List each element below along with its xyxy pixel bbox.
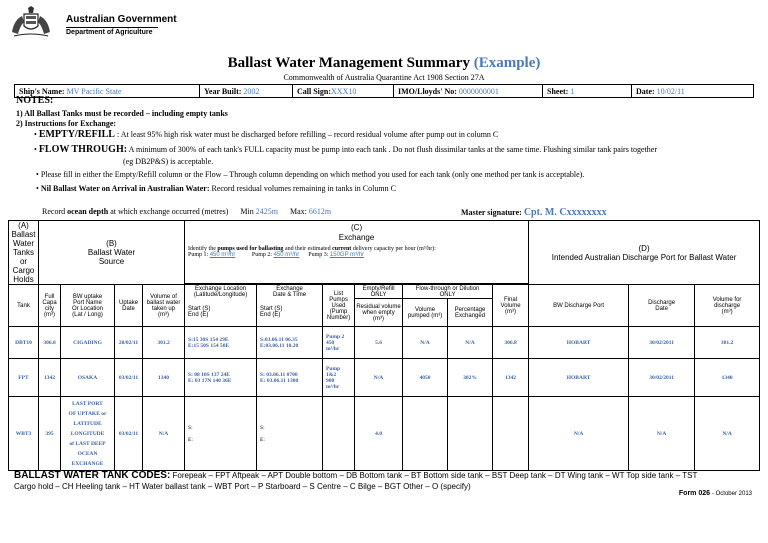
col-datetime-start-end: Start (S) End (E) bbox=[257, 299, 323, 327]
row2-residual: N/A bbox=[355, 359, 403, 397]
row1-final: 306.8 bbox=[493, 327, 529, 359]
col-exchange-location: Exchange Location (Latitude/Longitude) bbox=[185, 285, 257, 299]
pumps-values bbox=[188, 252, 525, 258]
coat-of-arms-logo bbox=[8, 6, 54, 40]
col-tank: Tank bbox=[9, 285, 39, 327]
signature-value: Cpt. M. Cxxxxxxxx bbox=[523, 207, 607, 218]
pump3-label: Pump 3: bbox=[308, 252, 329, 258]
section-d-header: (D) Intended Australian Discharge Port for Ballast Water bbox=[529, 221, 760, 285]
title-example: (Example) bbox=[473, 55, 541, 71]
col-volume-taken: Volume of ballast water taken up (m³) bbox=[143, 285, 185, 327]
imo-value: 0000000001 bbox=[458, 86, 499, 96]
record-text-bold: ocean depth bbox=[67, 207, 109, 216]
row2-full: 1342 bbox=[39, 359, 61, 397]
row3-discharge-date: N/A bbox=[629, 397, 695, 471]
col-discharge-port: BW Discharge Port bbox=[529, 285, 629, 327]
row2-datetime: S: 03.06.11 0700 E: 03.06.11 1300 bbox=[257, 359, 323, 397]
row2-uptake-date: 03/02/11 bbox=[115, 359, 143, 397]
nil-ballast-text: Record residual volumes remaining in tanks in Column C bbox=[211, 184, 396, 193]
ocean-depth-record bbox=[42, 207, 331, 216]
header-rule bbox=[66, 27, 158, 28]
pumps-line-bold2: current bbox=[332, 246, 352, 252]
sheet-value: 1 bbox=[570, 86, 575, 96]
call-sign-label: Call Sign: bbox=[297, 86, 332, 96]
row1-pumps: Pump 2 450 m³/hr bbox=[323, 327, 355, 359]
row1-discharge-volume: 301.2 bbox=[695, 327, 760, 359]
table-row bbox=[9, 397, 760, 471]
notes-heading: NOTES: bbox=[16, 95, 54, 106]
year-built-cell bbox=[200, 85, 293, 98]
col-exchange-datetime: Exchange Date & Time bbox=[257, 285, 323, 299]
section-c-title: Exchange bbox=[338, 233, 375, 242]
col-uptake-port: BW uptake Port Name Or Location (Lat / Long) bbox=[61, 285, 115, 327]
section-a-header: (A) Ballast Water Tanks or Cargo Holds bbox=[9, 221, 39, 285]
group-empty-refill: Empty/Refill ONLY bbox=[355, 285, 403, 299]
row3-datetime: S: E: bbox=[257, 397, 323, 471]
col-final-volume: Final Volume (m³) bbox=[493, 285, 529, 327]
pumps-line-mid: and their estimated bbox=[283, 246, 333, 252]
pump2-label: Pump 2: bbox=[251, 252, 273, 258]
row3-uptake-date: 03/02/11 bbox=[115, 397, 143, 471]
section-c-header bbox=[185, 221, 529, 284]
row1-volume: 301.2 bbox=[143, 327, 185, 359]
table-row bbox=[9, 327, 760, 359]
max-label: Max: bbox=[289, 207, 307, 216]
row3-pumps bbox=[323, 397, 355, 471]
row3-location: S: E: bbox=[185, 397, 257, 471]
year-built-value: 2002 bbox=[243, 86, 260, 96]
record-text-pre: Record bbox=[42, 207, 68, 216]
row1-residual: 5.6 bbox=[355, 327, 403, 359]
col-location-start-end: Start (S) End (E) bbox=[185, 299, 257, 327]
group-flow-through: Flow-through or Dilution ONLY bbox=[403, 285, 493, 299]
flow-through-text-2: (eg DB2P&S) is acceptable. bbox=[123, 157, 214, 166]
row2-discharge-date: 30/02/2011 bbox=[629, 359, 695, 397]
row2-discharge-volume: 1340 bbox=[695, 359, 760, 397]
row1-vol-pumped: N/A bbox=[403, 327, 448, 359]
form-date: - October 2013 bbox=[711, 491, 752, 497]
col-discharge-volume: Volume for discharge (m³) bbox=[695, 285, 760, 327]
form-number bbox=[679, 490, 752, 497]
pump1-value: 450 m³/hr bbox=[209, 252, 236, 258]
nil-ballast-title: Nil Ballast Water on Arrival in Australian Water: bbox=[40, 184, 210, 193]
row1-location: S:15 30S 154 29E E:15 50S 154 50E bbox=[185, 327, 257, 359]
pump2-value: 450 m³/hr bbox=[273, 252, 300, 258]
pump1-label: Pump 1: bbox=[188, 252, 209, 258]
col-percentage-exchanged: Percentage Exchanged bbox=[448, 299, 493, 327]
row2-vol-pumped: 4050 bbox=[403, 359, 448, 397]
note-fill-in: • Please fill in either the Empty/Refill column or the Flow – Through column depending on which method you used for each tank (only one method per tank is acceptable). bbox=[36, 170, 585, 179]
year-built-label: Year Built: bbox=[204, 86, 242, 96]
row2-location: S: 08 10S 137 24E E: 03 17N 140 36E bbox=[185, 359, 257, 397]
row2-final: 1342 bbox=[493, 359, 529, 397]
record-text-post: at which exchange occurred (metres) bbox=[108, 207, 229, 216]
ship-name-label: Ship's Name: bbox=[19, 86, 65, 96]
row2-discharge-port: HOBART bbox=[529, 359, 629, 397]
row3-tank: WBT3 bbox=[9, 397, 39, 471]
col-pumps-used: List Pumps Used (Pump Number) bbox=[323, 285, 355, 327]
row1-discharge-port: HOBART bbox=[529, 327, 629, 359]
row3-pct bbox=[448, 397, 493, 471]
min-label: Min bbox=[240, 207, 254, 216]
row3-volume: N/A bbox=[143, 397, 185, 471]
table-row bbox=[9, 359, 760, 397]
pump3-value: 150GP m³/hr bbox=[329, 252, 365, 258]
ship-info-table bbox=[14, 84, 754, 98]
master-signature bbox=[461, 207, 607, 218]
flow-through-text: A minimum of 300% of each tank's FULL capacity must be pump into each tank . Do not flush dissimilar tanks at the same time. Flushing similar tank pairs together bbox=[128, 145, 658, 154]
min-depth-value: 2425m bbox=[255, 207, 278, 216]
signature-label: Master signature: bbox=[461, 208, 522, 217]
row3-residual: 4.0 bbox=[355, 397, 403, 471]
flow-through-title: FLOW THROUGH: bbox=[38, 144, 128, 155]
row2-pumps: Pump 1&2 900 m³/hr bbox=[323, 359, 355, 397]
sheet-cell bbox=[543, 85, 632, 98]
page-title bbox=[0, 55, 768, 72]
note-flow-through: • FLOW THROUGH: A minimum of 300% of each tank's FULL capacity must be pump into each tank . Do not flush dissimilar tanks at the same time. Flushing similar tank pairs together bbox=[34, 144, 658, 155]
department-name: Department of Agriculture bbox=[66, 29, 153, 36]
col-residual-volume: Residual volume when empty (m³) bbox=[355, 299, 403, 327]
form-label: Form 026 bbox=[678, 490, 711, 497]
note-2: 2) Instructions for Exchange: bbox=[16, 119, 117, 128]
note-empty-refill: • EMPTY/REFILL : At least 95% high risk water must be discharged before refilling – record residual volume after pump out in column C bbox=[34, 129, 499, 140]
date-cell bbox=[632, 85, 754, 98]
call-sign-value: XXX10 bbox=[331, 86, 357, 96]
row2-tank: FPT bbox=[9, 359, 39, 397]
row2-volume: 1340 bbox=[143, 359, 185, 397]
tank-codes-line1: Forepeak – FPT Aftpeak – APT Double bottom – DB Bottom tank – BT Bottom side tank – BST Deep tank – DT Wing tank – WT Top side tank – TST bbox=[172, 471, 698, 480]
row1-datetime: S:03.06.11 06.35 E:03.06.11 10.20 bbox=[257, 327, 323, 359]
ballast-water-table bbox=[8, 220, 760, 471]
pumps-line-pre: Identify the bbox=[188, 246, 218, 252]
note-nil-ballast: • Nil Ballast Water on Arrival in Australian Water: Record residual volumes remaining in tanks in Column C bbox=[36, 184, 396, 193]
pumps-line-bold: pumps used for ballasting bbox=[217, 246, 284, 252]
col-uptake-date: Uptake Date bbox=[115, 285, 143, 327]
row1-discharge-date: 30/02/2011 bbox=[629, 327, 695, 359]
date-value: 10/02/11 bbox=[656, 86, 685, 96]
sheet-label: Sheet: bbox=[547, 86, 569, 96]
max-depth-value: 6612m bbox=[308, 207, 332, 216]
tank-codes-legend bbox=[14, 470, 759, 492]
tank-codes-line2: Cargo hold – CH Heeling tank – HT Water ballast tank – WBT Port – P Starboard – S Centre – C Bilge – BGT Other – O (specify) bbox=[14, 482, 471, 491]
col-full-capacity: Full Capa city (m³) bbox=[39, 285, 61, 327]
row2-port: OSAKA bbox=[61, 359, 115, 397]
section-c-label: (C) bbox=[351, 223, 363, 232]
row3-discharge-port: N/A bbox=[529, 397, 629, 471]
row3-port: LAST PORT OF UPTAKE or LATITUDE LONGITUDE of LAST DEEP OCEAN EXCHANGE bbox=[61, 397, 115, 471]
row3-final bbox=[493, 397, 529, 471]
empty-refill-title: EMPTY/REFILL bbox=[38, 129, 115, 140]
row1-pct: N/A bbox=[448, 327, 493, 359]
imo-label: IMO/Lloyds' No: bbox=[398, 86, 457, 96]
row1-uptake-date: 20/02/11 bbox=[115, 327, 143, 359]
row3-full: 395 bbox=[39, 397, 61, 471]
tank-codes-title: BALLAST WATER TANK CODES: bbox=[14, 470, 171, 481]
date-label: Date: bbox=[636, 86, 655, 96]
col-discharge-date: Discharge Date bbox=[629, 285, 695, 327]
imo-cell bbox=[394, 85, 543, 98]
page-subtitle: Commonwealth of Australia Quarantine Act 1908 Section 27A bbox=[283, 73, 485, 82]
note-1: 1) All Ballast Tanks must be recorded – including empty tanks bbox=[16, 109, 228, 118]
row1-tank: DBT10 bbox=[9, 327, 39, 359]
pumps-line-post: delivery capacity per hour (m³/hr): bbox=[351, 246, 436, 252]
ship-name-value: MV Pacific State bbox=[66, 86, 122, 96]
row3-vol-pumped bbox=[403, 397, 448, 471]
government-name: Australian Government bbox=[66, 14, 177, 25]
col-volume-pumped: Volume pumped (m³) bbox=[403, 299, 448, 327]
row1-port: CIGADING bbox=[61, 327, 115, 359]
row1-full: 306.8 bbox=[39, 327, 61, 359]
empty-refill-text: : At least 95% high risk water must be discharged before refilling – record residual volume after pump out in column C bbox=[116, 130, 499, 139]
call-sign-cell bbox=[293, 85, 394, 98]
section-b-header: (B) Ballast Water Source bbox=[39, 221, 185, 285]
fill-in-text: Please fill in either the Empty/Refill column or the Flow – Through column depending on which method you used for each tank (only one method per tank is acceptable). bbox=[40, 170, 585, 179]
title-main: Ballast Water Management Summary bbox=[227, 55, 470, 71]
row2-pct: 302% bbox=[448, 359, 493, 397]
row3-discharge-volume: N/A bbox=[695, 397, 760, 471]
